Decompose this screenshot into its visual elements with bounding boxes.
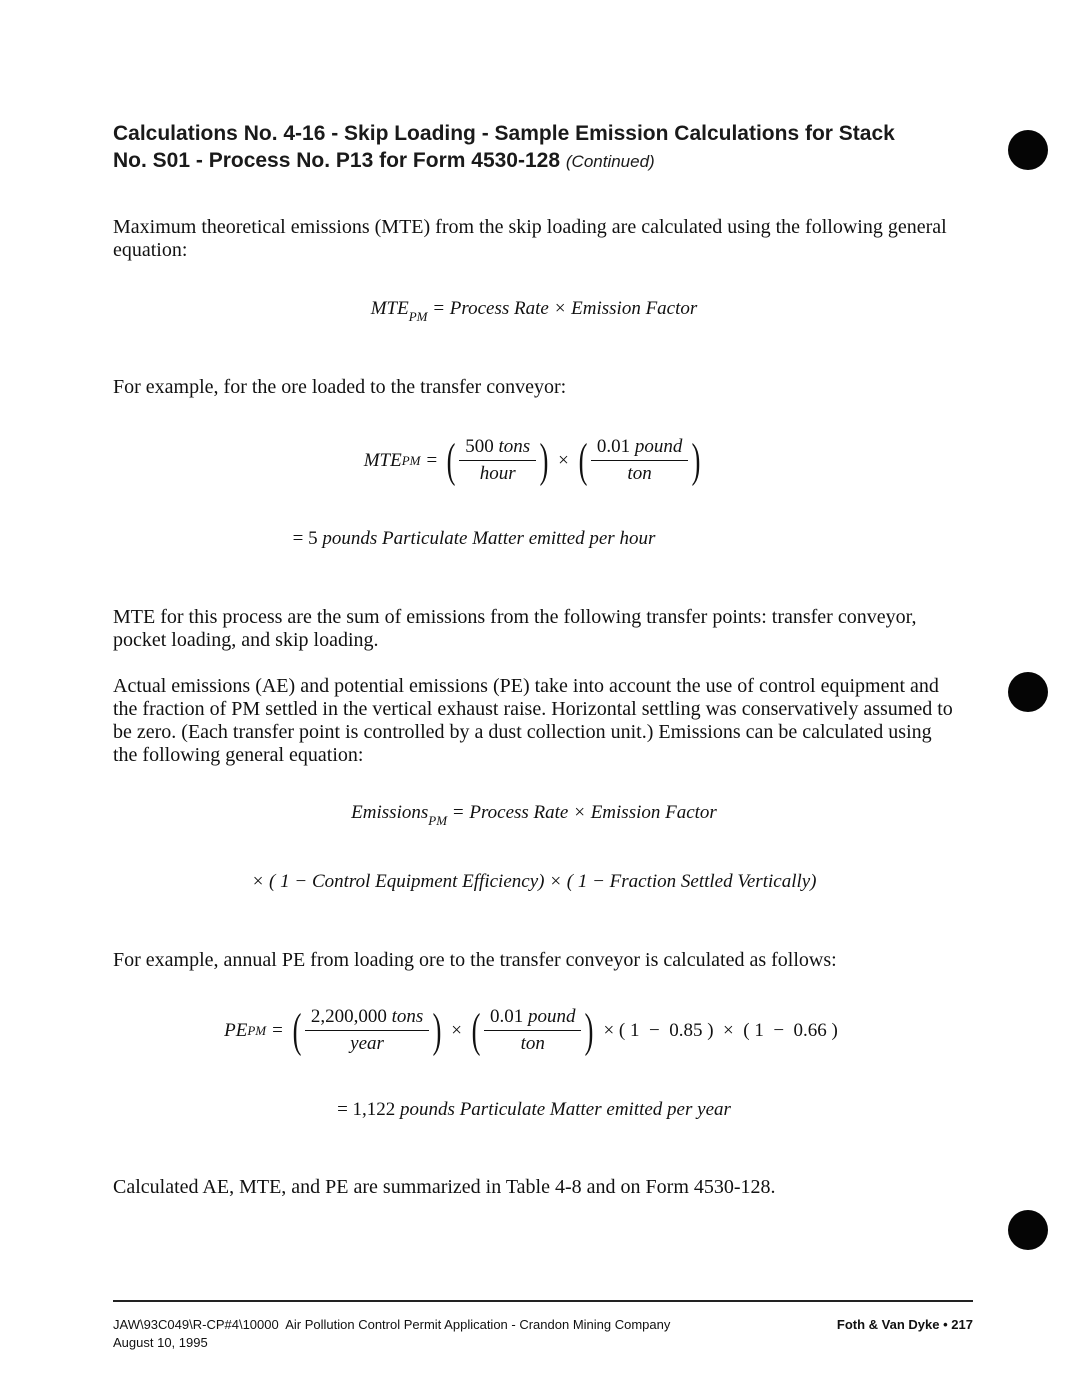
punch-hole-bottom [1008, 1210, 1048, 1250]
equation-pe-example [0, 1003, 1068, 1057]
eq4-paren-open-1: ( [292, 1003, 302, 1057]
eq4-fraction-1-num [305, 1006, 429, 1031]
equation-mte-result [0, 528, 1008, 550]
eq4-fraction-2 [484, 1006, 582, 1055]
eq2-f2-den: ton [627, 463, 652, 484]
equation-mte-example [0, 433, 1068, 487]
paragraph-example-2: For example, annual PE from loading ore to the transfer conveyor is calculated as follows: [113, 949, 837, 971]
eq1-rhs: = Process Rate × Emission Factor [432, 298, 698, 319]
eq2-paren-open-1: ( [446, 433, 456, 487]
eq4-equals: = [272, 1019, 283, 1041]
equation-emissions-line-2: × ( 1 − Control Equipment Efficiency) × ( 1 − Fraction Settled Vertically) [251, 871, 817, 892]
eq2-equals: = [426, 449, 438, 471]
eq4-f2-den: ton [520, 1033, 545, 1054]
footer-rule [113, 1300, 973, 1302]
eq4-paren-close-2: ) [585, 1003, 594, 1057]
eq2-paren-open-2: ( [578, 433, 588, 487]
eq4-result-text: pounds Particulate Matter emitted per year [400, 1099, 731, 1120]
eq4-lhs: PE [224, 1019, 248, 1041]
footer-path: JAW\93C049\R-CP#4\10000 [113, 1317, 279, 1332]
paragraph-mte-sum: MTE for this process are the sum of emissions from the following transfer points: transfer conveyor, pocket loading, and skip loading. [113, 606, 917, 651]
page-heading [113, 120, 933, 175]
eq2-lhs: MTE [363, 449, 402, 471]
eq2-f2-num-unit: pound [634, 436, 683, 457]
footer-bullet: • [943, 1317, 948, 1332]
heading-line-1: Calculations No. 4-16 - Skip Loading - Sample Emission Calculations for Stack [113, 122, 895, 145]
eq1-lhs-sub: PM [408, 309, 428, 324]
paragraph-summary: Calculated AE, MTE, and PE are summarized in Table 4-8 and on Form 4530-128. [113, 1176, 776, 1198]
eq2-paren-close-2: ) [691, 433, 701, 487]
eq2-fraction-2 [591, 436, 689, 485]
eq4-f2-num-unit: pound [527, 1006, 576, 1027]
eq2-fraction-1 [459, 436, 536, 485]
eq4-result-prefix: = 1,122 [337, 1099, 396, 1120]
eq4-f1-num-val: 2,200,000 [310, 1006, 387, 1027]
eq3-lhs: Emissions [351, 802, 429, 823]
paragraph-ae-pe: Actual emissions (AE) and potential emissions (PE) take into account the use of control equipment and the fraction of PM settled in the vertical exhaust raise. Horizontal settling was conservatively assumed to be zero. (Each transfer point is controlled by a dust collection unit.) Emissions can be calculated using the following general equation: [113, 675, 953, 766]
eq2-result-text: pounds Particulate Matter emitted per hour [322, 528, 656, 549]
paragraph-example-1: For example, for the ore loaded to the transfer conveyor: [113, 376, 567, 398]
eq2-fraction-2-num [591, 436, 689, 461]
equation-emissions-general [0, 802, 1068, 829]
eq4-f2-num-val: 0.01 [489, 1006, 524, 1027]
eq2-result-prefix: = 5 [292, 528, 318, 549]
footer-line-1 [113, 1316, 813, 1334]
eq4-paren-close-1: ) [432, 1003, 442, 1057]
equation-mte-general [0, 298, 1068, 325]
eq2-lhs-sub: PM [401, 452, 421, 468]
eq2-paren-close-1: ) [539, 433, 549, 487]
footer-right [837, 1316, 973, 1334]
eq4-fraction-2-num [484, 1006, 582, 1031]
footer-date: August 10, 1995 [113, 1335, 208, 1350]
eq2-f1-den: hour [479, 463, 516, 484]
eq4-tail: × ( 1 − 0.85 ) × ( 1 − 0.66 ) [603, 1019, 838, 1041]
eq2-f2-num-val: 0.01 [596, 436, 631, 457]
eq2-times: × [558, 449, 569, 471]
eq1-lhs: MTE [370, 298, 409, 319]
eq4-lhs-sub: PM [247, 1022, 267, 1038]
eq3-lhs-sub: PM [428, 813, 448, 828]
eq2-fraction-1-num [459, 436, 536, 461]
heading-line-2-text: No. S01 - Process No. P13 for Form 4530-128 [113, 149, 561, 172]
punch-hole-top [1008, 130, 1048, 170]
footer-firm: Foth & Van Dyke [836, 1317, 940, 1332]
footer-title: Air Pollution Control Permit Application - Crandon Mining Company [285, 1317, 671, 1332]
footer-page-number: 217 [951, 1317, 973, 1332]
eq2-f1-num-val: 500 [465, 436, 494, 457]
eq4-fraction-1 [305, 1006, 429, 1055]
punch-hole-middle [1008, 672, 1048, 712]
footer-left [113, 1316, 813, 1352]
eq3-rhs: = Process Rate × Emission Factor [451, 802, 717, 823]
eq4-times: × [451, 1019, 462, 1041]
equation-pe-result [0, 1099, 1068, 1121]
heading-line-2 [113, 147, 933, 175]
eq4-paren-open-2: ( [471, 1003, 481, 1057]
eq4-f1-den: year [350, 1033, 384, 1054]
paragraph-mte-intro: Maximum theoretical emissions (MTE) from the skip loading are calculated using the following general equation: [113, 216, 947, 261]
eq2-f1-num-unit: tons [498, 436, 531, 457]
eq4-f1-num-unit: tons [391, 1006, 424, 1027]
heading-continued: (Continued) [565, 152, 655, 171]
